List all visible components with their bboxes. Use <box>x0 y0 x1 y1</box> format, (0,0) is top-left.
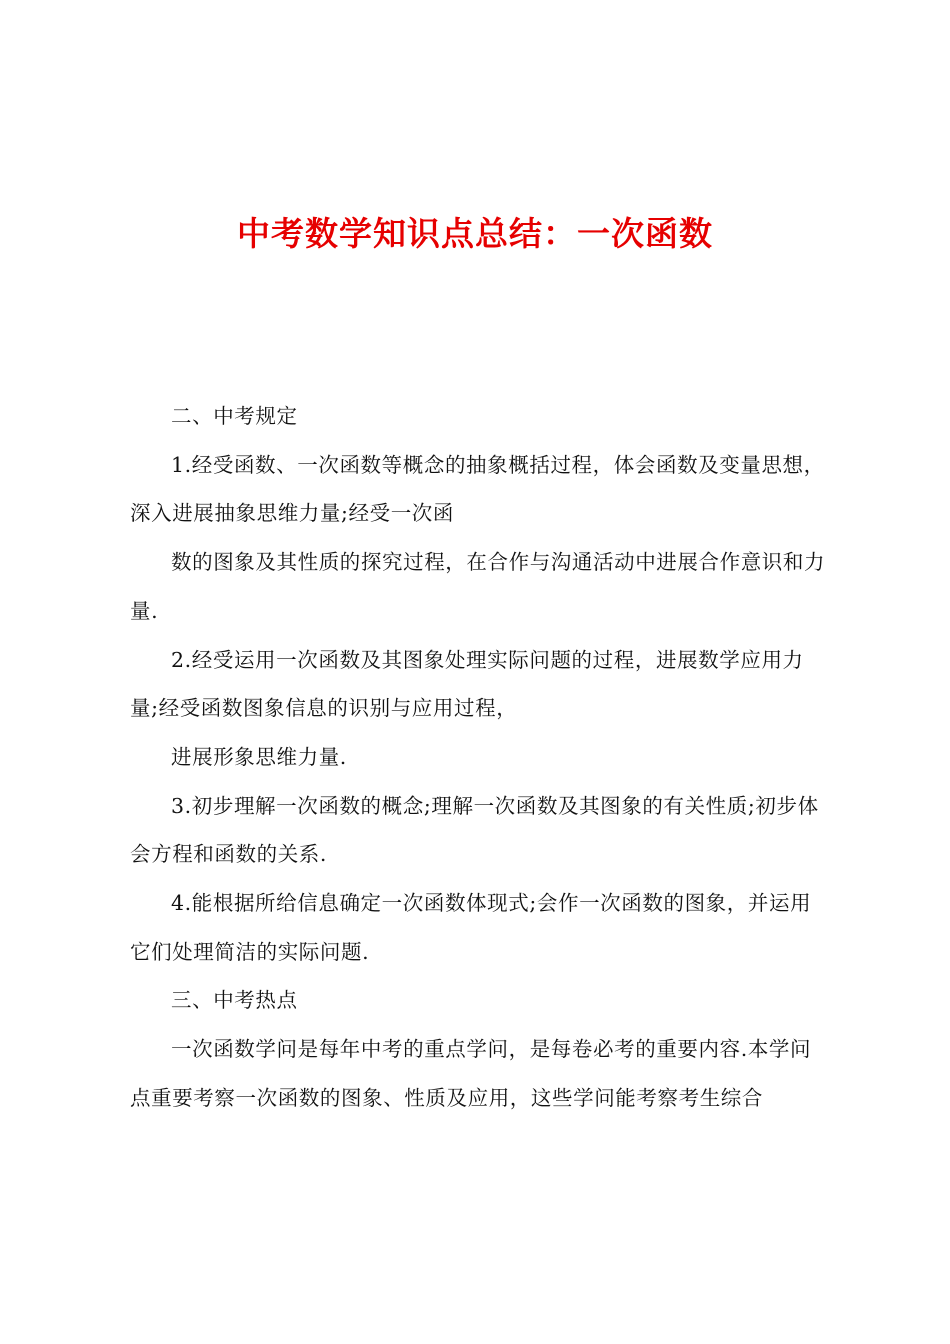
document-body <box>130 392 832 1123</box>
section-heading: 三、中考热点 <box>171 988 298 1013</box>
paragraph: 2.经受运用一次函数及其图象处理实际问题的过程，进展数学应用力量;经受函数图象信息的识别与应用过程， <box>130 647 804 721</box>
section-heading: 二、中考规定 <box>171 404 298 428</box>
paragraph: 4.能根据所给信息确定一次函数体现式;会作一次函数的图象，并运用它们处理简洁的实际问题. <box>130 891 812 964</box>
paragraph: 3.初步理解一次函数的概念;理解一次函数及其图象的有关性质;初步体会方程和函数的关系. <box>130 793 819 867</box>
paragraph: 一次函数学问是每年中考的重点学问，是每卷必考的重要内容.本学问点重要考察一次函数的图象、性质及应用，这些学问能考察考生综合 <box>130 1037 812 1110</box>
paragraph: 1.经受函数、一次函数等概念的抽象概括过程，体会函数及变量思想，深入进展抽象思维力量;经受一次函 <box>130 452 825 526</box>
page-title: 中考数学知识点总结：一次函数 <box>237 214 713 253</box>
paragraph: 数的图象及其性质的探究过程，在合作与沟通活动中进展合作意识和力量. <box>130 550 826 623</box>
paragraph: 进展形象思维力量. <box>171 744 347 769</box>
